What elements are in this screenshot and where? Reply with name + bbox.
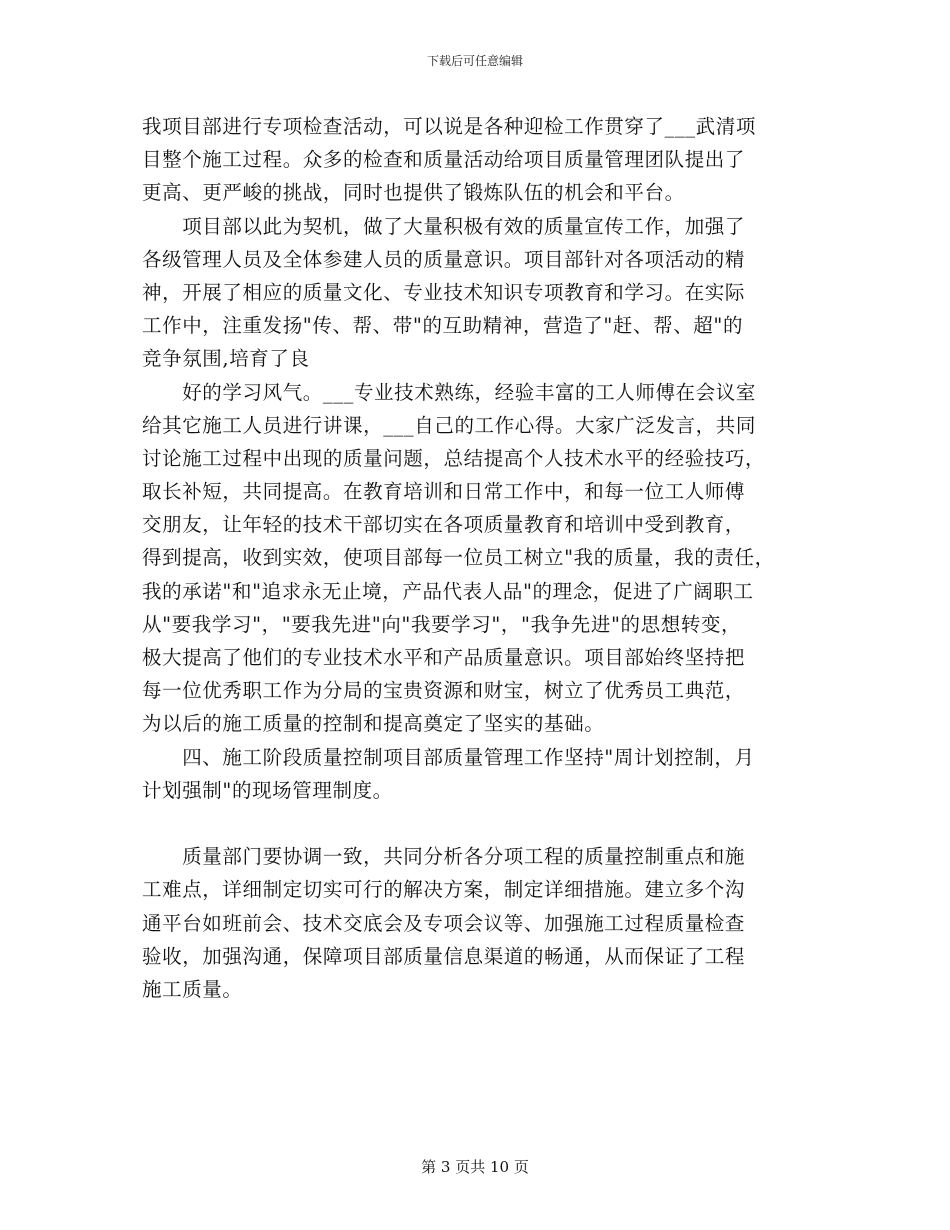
text-line: 竞争氛围,培育了良: [142, 347, 310, 371]
blank-line: [142, 807, 812, 840]
text-line: 工作中，注重发扬"传、帮、带"的互助精神，营造了"赶、帮、超"的: [142, 314, 744, 338]
page-header: 下载后可任意编辑: [426, 54, 523, 68]
page-number: 第 3 页共 10 页: [421, 1158, 529, 1176]
text-line: 施工质量。: [142, 977, 243, 1001]
text-line: 我的承诺"和"追求永无止境，产品代表人品"的理念，促进了广阔职工: [142, 579, 754, 603]
text-line: 好的学习风气。___专业技术熟练，经验丰富的工人师傅在会议室: [142, 380, 756, 404]
text-line: 得到提高，收到实效，使项目部每一位员工树立"我的质量，我的责任，: [142, 546, 775, 570]
text-line: 神，开展了相应的质量文化、专业技术知识专项教育和学习。在实际: [142, 280, 746, 304]
text-line: 我项目部进行专项检查活动，可以说是各种迎检工作贯穿了___武清项: [142, 115, 756, 138]
text-line: 讨论施工过程中出现的质量问题，总结提高个人技术水平的经验技巧，: [142, 446, 766, 470]
text-line: 各级管理人员及全体参建人员的质量意识。项目部针对各项活动的精: [142, 247, 746, 271]
text-line: 交朋友，让年轻的技术干部切实在各项质量教育和培训中受到教育，: [142, 513, 746, 537]
text-line: 质量部门要协调一致，共同分析各分项工程的质量控制重点和施: [142, 845, 746, 869]
text-line: 给其它施工人员进行讲课，___自己的工作心得。大家广泛发言，共同: [142, 413, 756, 437]
document-body: [142, 110, 812, 1006]
text-line: 工难点，详细制定切实可行的解决方案，制定详细措施。建立多个沟: [142, 878, 746, 902]
text-line: 项目部以此为契机，做了大量积极有效的质量宣传工作，加强了: [142, 214, 746, 238]
text-line: 计划强制"的现场管理制度。: [142, 778, 393, 802]
text-line: 通平台如班前会、技术交底会及专项会议等、加强施工过程质量检查: [142, 911, 746, 935]
text-line: 取长补短，共同提高。在教育培训和日常工作中，和每一位工人师傅: [142, 480, 746, 504]
text-line: 为以后的施工质量的控制和提高奠定了坚实的基础。: [142, 712, 605, 736]
text-line: 目整个施工过程。众多的检查和质量活动给项目质量管理团队提出了: [142, 148, 746, 172]
text-line: 四、施工阶段质量控制项目部质量管理工作坚持"周计划控制，月: [142, 745, 755, 769]
text-line: 更高、更严峻的挑战，同时也提供了锻炼队伍的机会和平台。: [142, 181, 685, 205]
text-line: 从"要我学习"，"要我先进"向"我要学习"，"我争先进"的思想转变，: [142, 612, 742, 636]
text-line: 每一位优秀职工作为分局的宝贵资源和财宝，树立了优秀员工典范，: [142, 679, 746, 703]
text-line: 验收，加强沟通，保障项目部质量信息渠道的畅通，从而保证了工程: [142, 944, 746, 968]
text-line: 极大提高了他们的专业技术水平和产品质量意识。项目部始终坚持把: [142, 646, 746, 669]
